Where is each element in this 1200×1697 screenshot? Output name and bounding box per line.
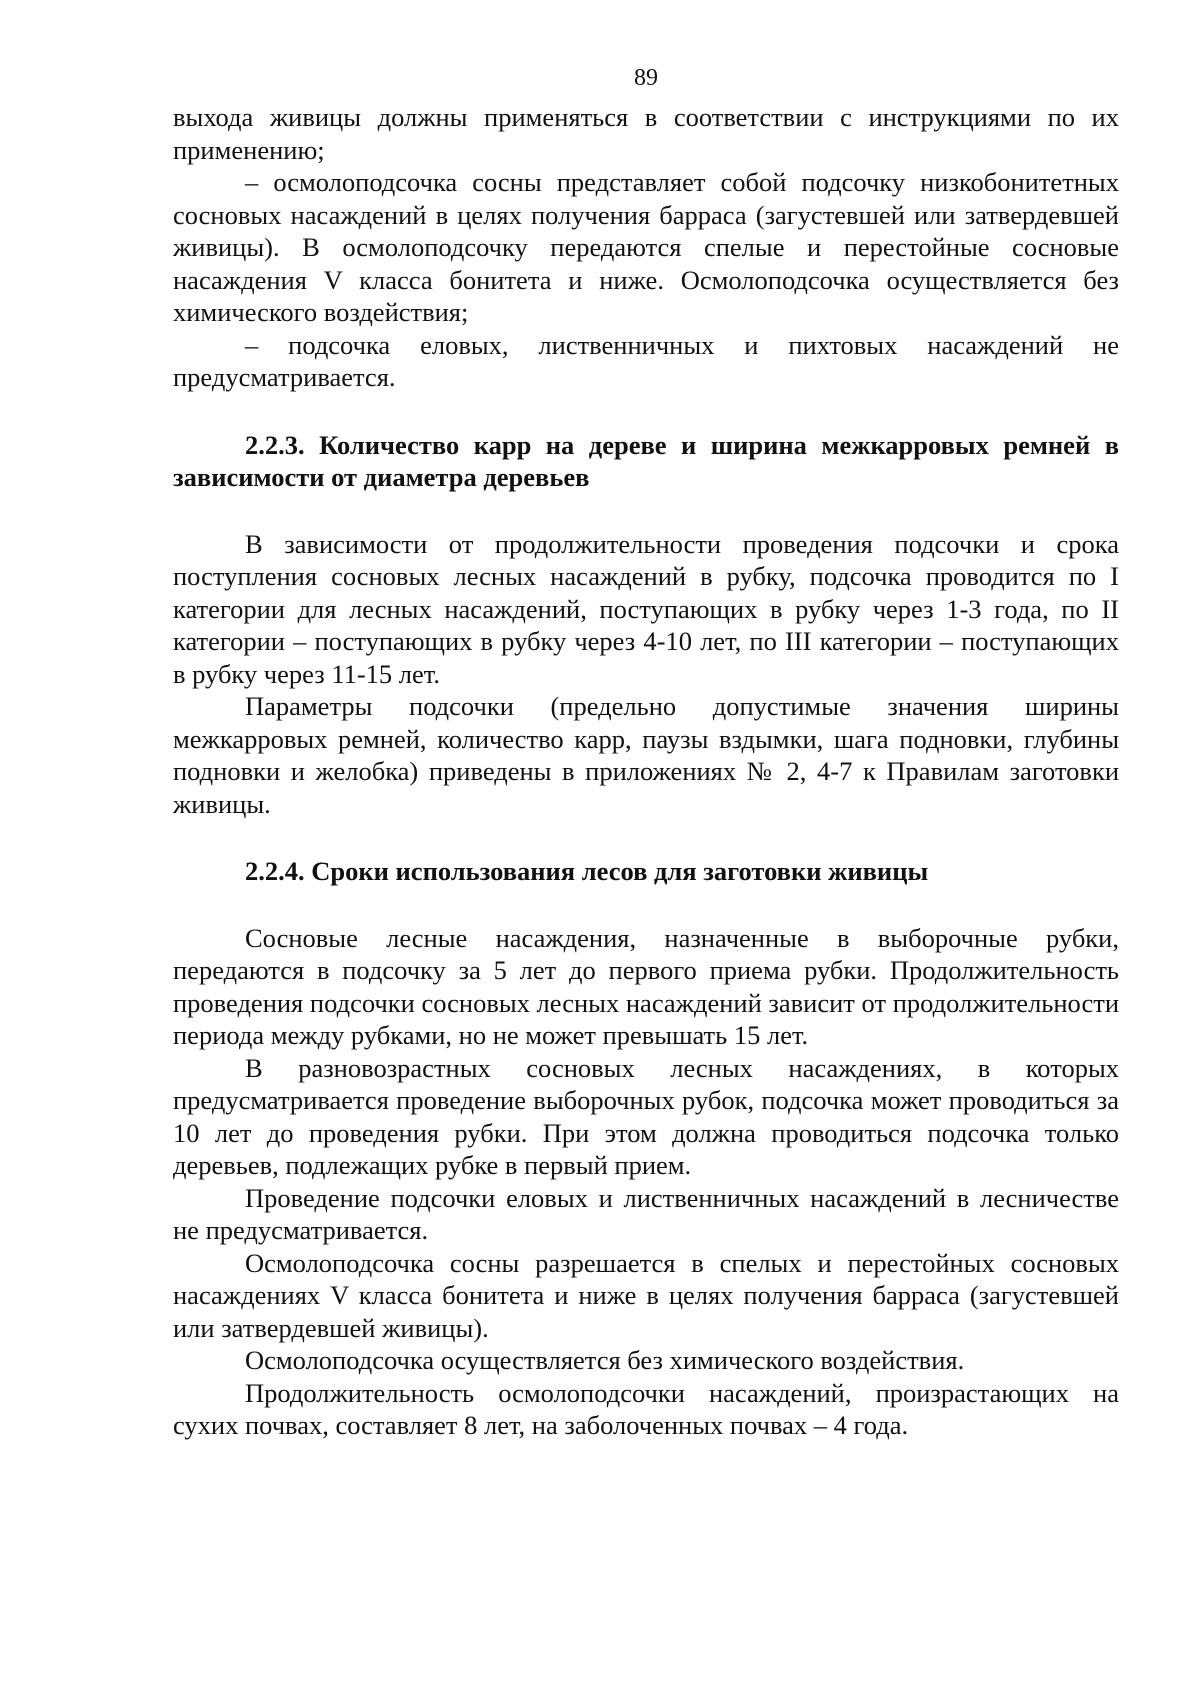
document-page: [173, 64, 1119, 1442]
paragraph-spruce-larch: – подсочка еловых, лиственничных и пихтовых насаждений не предусматривается.: [173, 329, 1119, 392]
paragraph-no-chemicals: Осмолоподсочка осуществляется без химического воздействия.: [245, 1345, 965, 1375]
paragraph-uneven-aged: В разновозрастных сосновых лесных насаждениях, в которых предусматривается проведение выборочных рубок, подсочка может проводиться за 10 лет до проведения рубки. При этом должна проводиться подсочка только деревьев, подлежащих рубке в первый прием.: [173, 1052, 1119, 1180]
page-number: 89: [634, 65, 658, 91]
section-heading-2-2-4: 2.2.4. Сроки использования лесов для заготовки живицы: [245, 856, 929, 886]
paragraph-resin-tapping: – осмолоподсочка сосны представляет собой подсочку низкобонитетных сосновых насаждений в целях получения барраса (загустевшей или затвердевшей живицы). В осмолоподсочку передаются спелые и перестойные сосновые насаждения V класса бонитета и ниже. Осмолоподсочка осуществляется без химического воздействия;: [173, 167, 1119, 327]
section-heading-2-2-3: 2.2.3. Количество карр на дереве и ширина межкарровых ремней в зависимости от диаметра деревьев: [173, 429, 1119, 492]
paragraph-continuation: выхода живицы должны применяться в соответствии с инструкциями по их применению;: [173, 102, 1119, 165]
paragraph-parameters: Параметры подсочки (предельно допустимые значения ширины межкарровых ремней, количество карр, паузы вздымки, шага подновки, глубины подновки и желобка) приведены в приложениях № 2, 4-7 к Правилам заготовки живицы.: [173, 691, 1119, 819]
paragraph-no-spruce-tapping: Проведение подсочки еловых и лиственничных насаждений в лесничестве не предусматривается.: [173, 1182, 1119, 1245]
paragraph-selective-cuttings: Сосновые лесные насаждения, назначенные в выборочные рубки, передаются в подсочку за 5 лет до первого приема рубки. Продолжительность проведения подсочки сосновых лесных насаждений зависит от продолжительности периода между рубками, но не может превышать 15 лет.: [173, 922, 1119, 1050]
paragraph-duration: Продолжительность осмолоподсочки насаждений, произрастающих на сухих почвах, составляет 8 лет, на заболоченных почвах – 4 года.: [173, 1377, 1119, 1440]
paragraph-resin-allowed: Осмолоподсочка сосны разрешается в спелых и перестойных сосновых насаждениях V класса бонитета и ниже в целях получения барраса (загустевшей или затвердевшей живицы).: [173, 1247, 1119, 1343]
paragraph-categories: В зависимости от продолжительности проведения подсочки и срока поступления сосновых лесных насаждений в рубку, подсочка проводится по I категории для лесных насаждений, поступающих в рубку через 1-3 года, по II категории – поступающих в рубку через 4-10 лет, по III категории – поступающих в рубку через 11-15 лет.: [173, 528, 1119, 689]
